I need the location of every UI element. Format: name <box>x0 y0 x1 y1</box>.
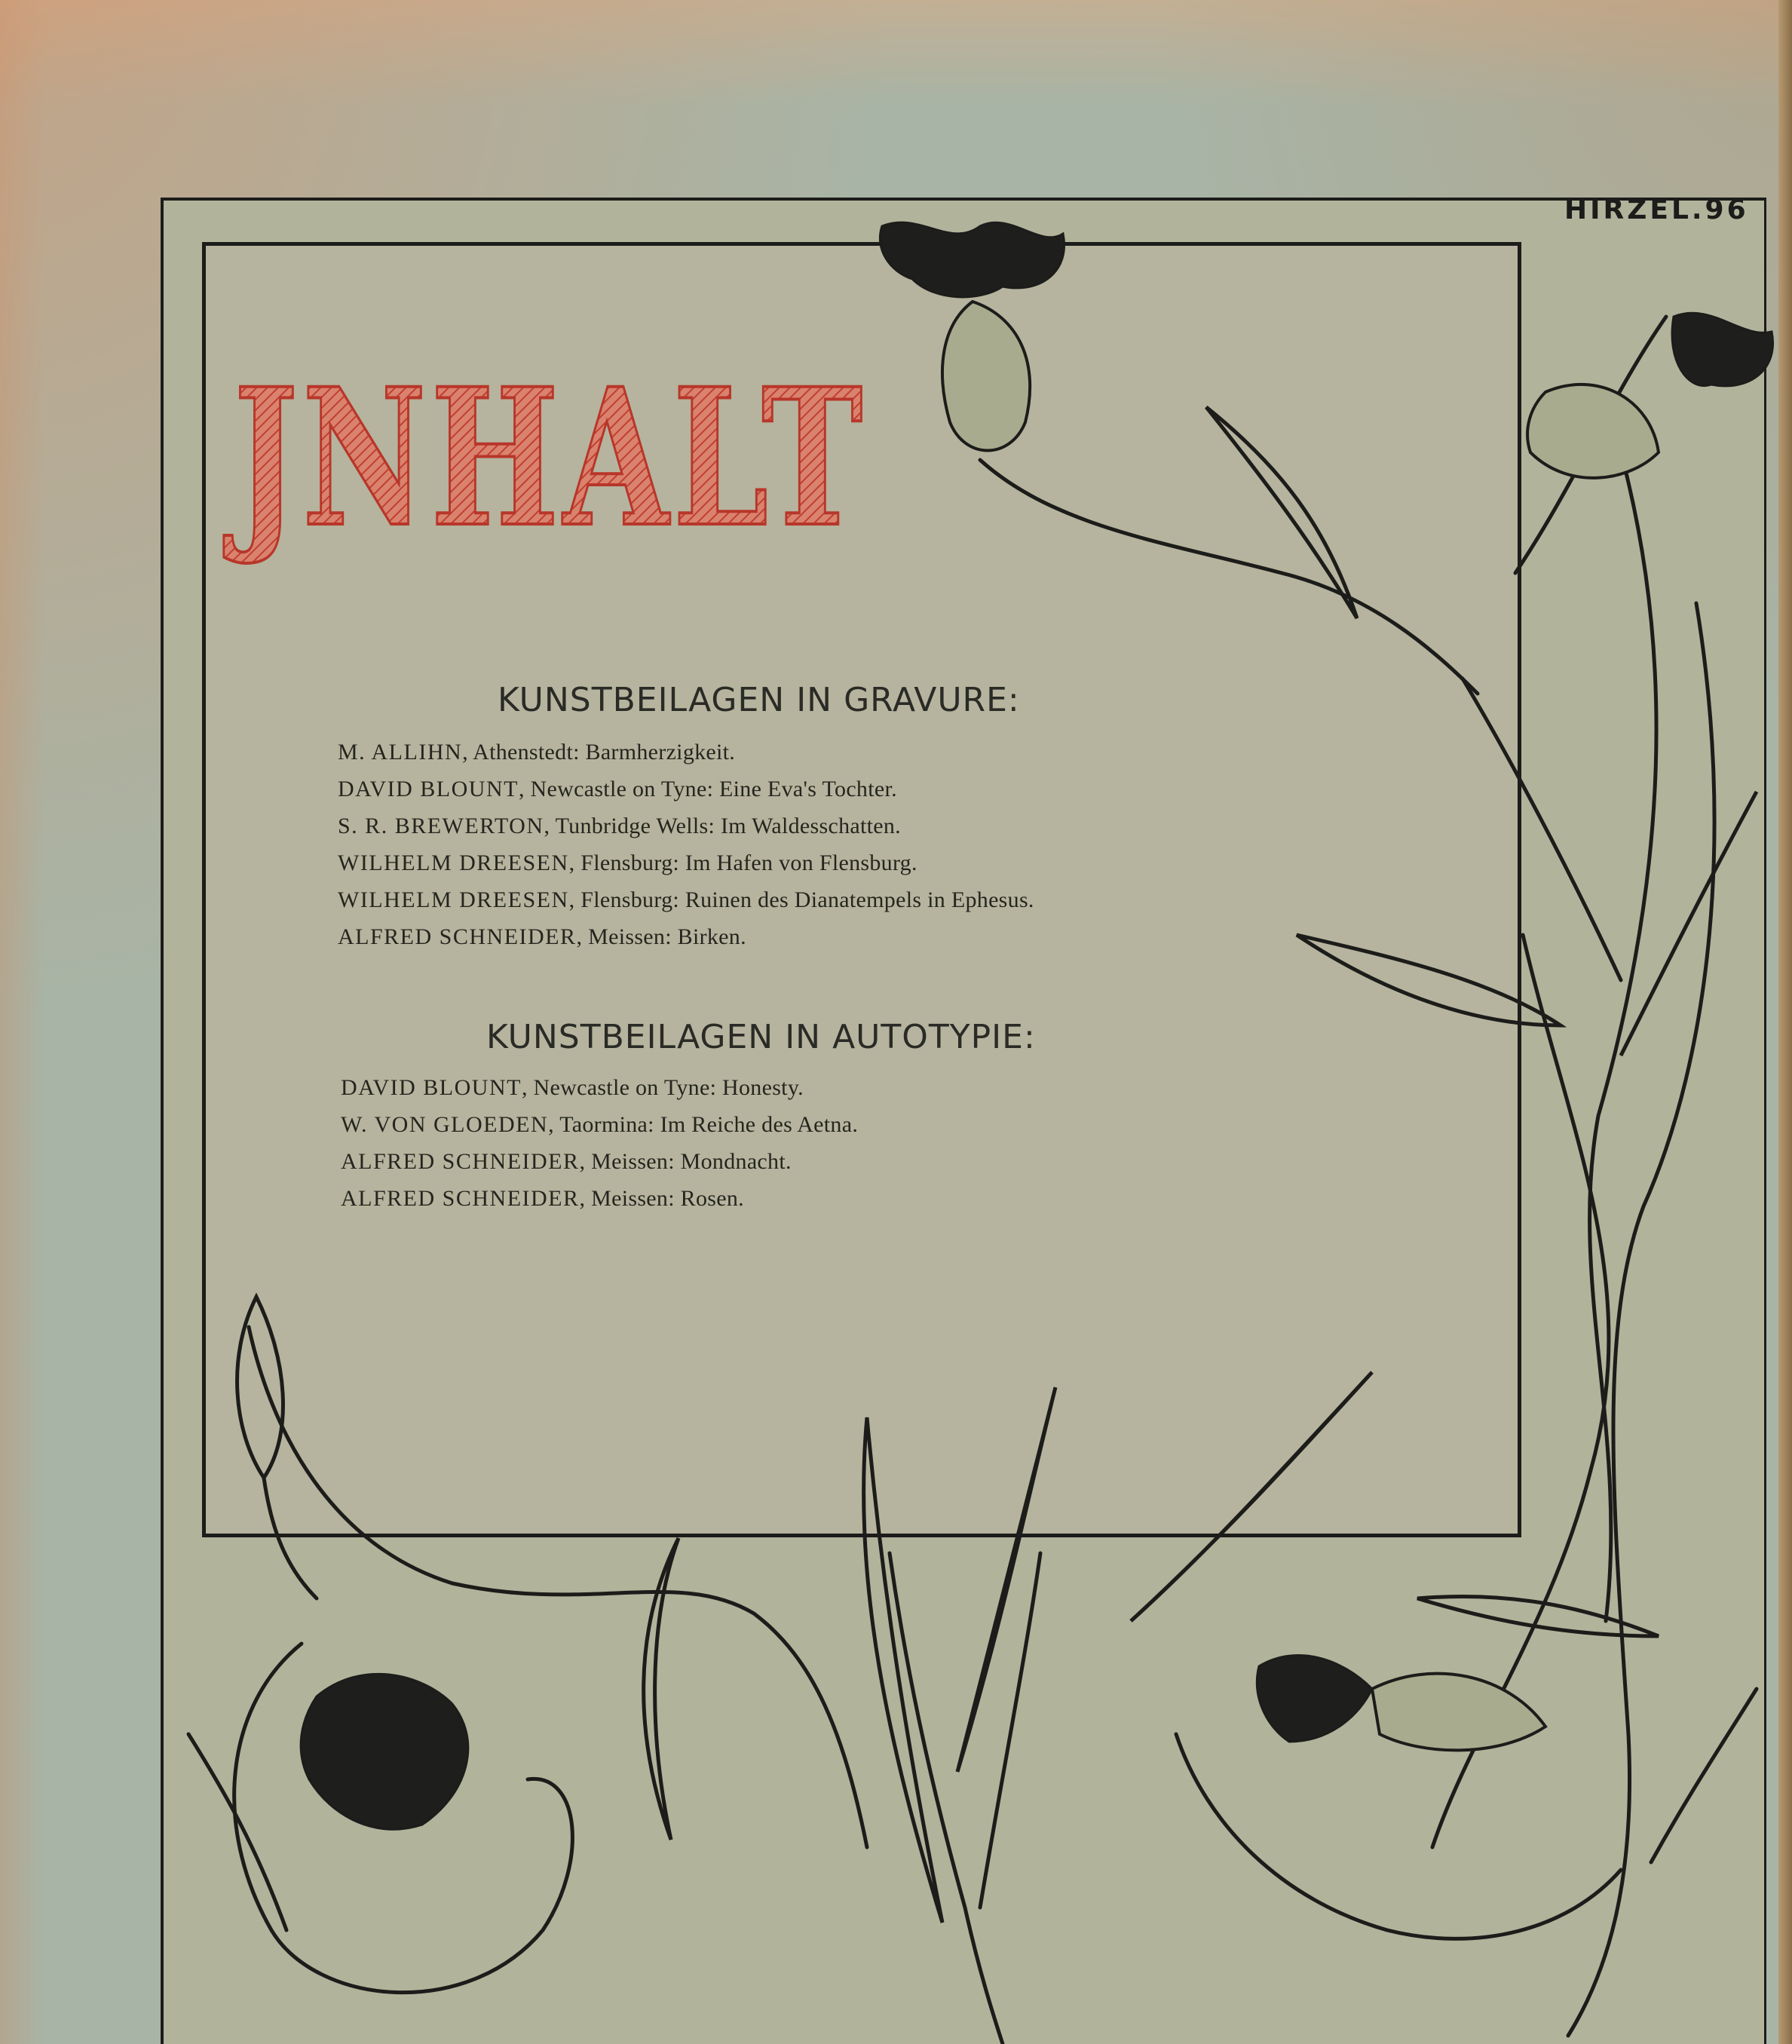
list-item <box>341 1106 858 1143</box>
entry-detail: , Meissen: Birken. <box>576 924 746 949</box>
entry-detail: , Flensburg: Im Hafen von Flensburg. <box>568 850 917 875</box>
artist-name: ALFRED SCHNEIDER <box>338 924 577 949</box>
list-item <box>338 844 1034 881</box>
artist-signature: HIRZEL.96 <box>1564 195 1749 225</box>
list-item <box>341 1069 858 1106</box>
entry-detail: , Athenstedt: Barmherzigkeit. <box>462 740 736 765</box>
section-heading-gravure: KUNSTBEILAGEN IN GRAVURE: <box>498 681 1020 719</box>
entry-detail: , Meissen: Rosen. <box>579 1186 744 1211</box>
entry-detail: , Newcastle on Tyne: Eine Eva's Tochter. <box>518 777 897 801</box>
artist-name: ALFRED SCHNEIDER <box>341 1186 580 1211</box>
entry-detail: , Flensburg: Ruinen des Dianatempels in Ephesus. <box>568 887 1034 912</box>
artist-name: WILHELM DREESEN <box>338 850 569 875</box>
gravure-list <box>338 734 1034 955</box>
artist-name: S. R. BREWERTON <box>338 814 544 838</box>
autotypie-list <box>341 1069 858 1217</box>
list-item <box>338 807 1034 844</box>
list-item <box>338 771 1034 807</box>
artist-name: WILHELM DREESEN <box>338 887 569 912</box>
list-item <box>341 1143 858 1180</box>
entry-detail: , Newcastle on Tyne: Honesty. <box>521 1075 804 1100</box>
artist-name: DAVID BLOUNT <box>341 1075 522 1100</box>
list-item <box>338 918 1034 955</box>
page-edge <box>1778 0 1792 2044</box>
entry-detail: , Taormina: Im Reiche des Aetna. <box>548 1112 859 1137</box>
list-item <box>338 734 1034 771</box>
entry-detail: , Meissen: Mondnacht. <box>579 1149 792 1174</box>
entry-detail: , Tunbridge Wells: Im Waldesschatten. <box>544 814 901 838</box>
artist-name: ALFRED SCHNEIDER <box>341 1149 580 1174</box>
list-item <box>338 881 1034 918</box>
artist-name: M. ALLIHN <box>338 740 463 765</box>
artist-name: DAVID BLOUNT <box>338 777 519 801</box>
page-title-lettering <box>223 332 890 603</box>
page-title: JNHALT <box>223 347 867 568</box>
list-item <box>341 1180 858 1217</box>
artist-name: W. VON GLOEDEN <box>341 1112 549 1137</box>
section-heading-autotypie: KUNSTBEILAGEN IN AUTOTYPIE: <box>486 1018 1036 1056</box>
